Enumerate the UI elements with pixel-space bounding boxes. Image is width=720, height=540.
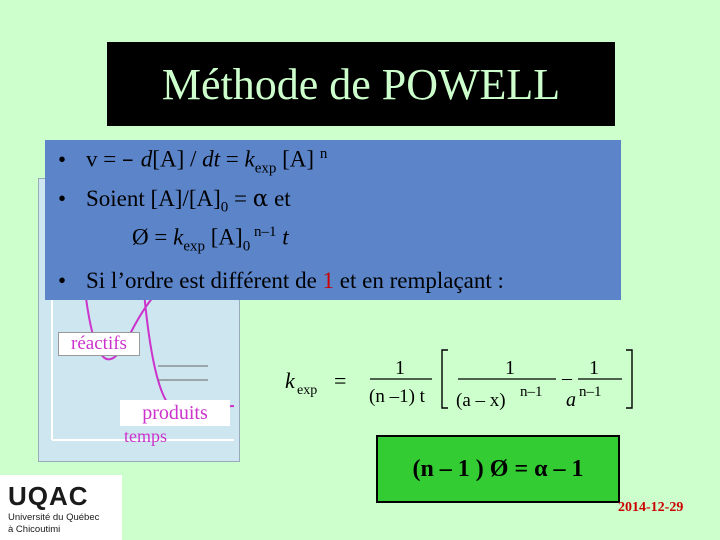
fraction1-denominator: (n –1) t bbox=[369, 386, 425, 407]
alpha-definition-line bbox=[58, 186, 291, 217]
rate-equation-line bbox=[58, 146, 327, 177]
concentration-a: [A] bbox=[205, 224, 243, 250]
slide-date: 2014-12-29 bbox=[618, 500, 684, 515]
concentration-a: [A] / bbox=[152, 146, 203, 172]
fraction3-numerator: 1 bbox=[589, 357, 599, 379]
ratio-text: Soient [A]/[A] bbox=[86, 186, 221, 211]
left-bracket bbox=[442, 350, 448, 408]
d-symbol: d bbox=[140, 146, 153, 172]
fraction3-exponent: n–1 bbox=[579, 384, 602, 400]
bullet: • bbox=[58, 268, 67, 293]
equals-sign: = bbox=[228, 186, 253, 211]
et-word: et bbox=[268, 186, 291, 211]
zero-subscript: 0 bbox=[242, 238, 251, 255]
concentration-a: [A] bbox=[276, 146, 320, 172]
phi-symbol: Ø bbox=[132, 224, 149, 250]
dt-symbol: dt bbox=[202, 146, 221, 172]
label-temps: temps bbox=[124, 426, 167, 446]
logo-line-2: à Chicoutimi bbox=[8, 524, 61, 535]
minus-sign: – bbox=[121, 146, 141, 173]
right-bracket bbox=[626, 350, 632, 408]
fraction1-numerator: 1 bbox=[395, 357, 405, 379]
k-symbol: k bbox=[173, 224, 184, 250]
fraction3-base: a bbox=[566, 389, 576, 411]
kexp-formula bbox=[282, 346, 642, 422]
equals-sign: = bbox=[220, 146, 245, 172]
rate-v: v = bbox=[86, 146, 122, 172]
label-produits: produits bbox=[120, 400, 230, 426]
formula-exp: exp bbox=[297, 383, 318, 398]
condition-text-end: et en remplaçant : bbox=[334, 268, 504, 293]
formula-equals: = bbox=[334, 368, 347, 393]
equals-sign: = bbox=[148, 224, 174, 250]
result-box bbox=[376, 435, 620, 503]
result-equation: (n – 1 ) Ø = α – 1 bbox=[412, 455, 584, 482]
fraction2-exponent: n–1 bbox=[520, 384, 543, 400]
zero-subscript: 0 bbox=[220, 199, 229, 216]
time-symbol: t bbox=[276, 224, 289, 250]
order-exponent: n bbox=[319, 146, 328, 162]
uqac-logo bbox=[0, 475, 122, 540]
slide-title: Méthode de POWELL bbox=[161, 59, 561, 109]
exp-subscript: exp bbox=[183, 238, 205, 255]
power-exponent: n–1 bbox=[250, 224, 277, 240]
k-symbol: k bbox=[244, 146, 255, 172]
bullet: • bbox=[58, 186, 67, 211]
formula-minus: – bbox=[562, 367, 572, 389]
logo-line-1: Université du Québec bbox=[8, 512, 100, 523]
logo-mark: UQAC bbox=[8, 481, 89, 511]
order-condition-line bbox=[58, 268, 504, 294]
alpha-symbol: α bbox=[252, 186, 269, 212]
fraction2-denominator: (a – x) bbox=[456, 390, 506, 411]
phi-definition-line bbox=[132, 224, 289, 255]
label-reactifs: réactifs bbox=[58, 332, 140, 356]
order-one-highlight: 1 bbox=[322, 268, 335, 293]
formula-k: k bbox=[285, 368, 295, 393]
condition-text: Si l’ordre est différent de bbox=[86, 268, 323, 293]
slide-title-box bbox=[107, 42, 615, 126]
exp-subscript: exp bbox=[254, 160, 277, 177]
bullet: • bbox=[58, 146, 67, 172]
fraction2-numerator: 1 bbox=[505, 357, 515, 379]
logo-subtitle bbox=[8, 512, 99, 536]
